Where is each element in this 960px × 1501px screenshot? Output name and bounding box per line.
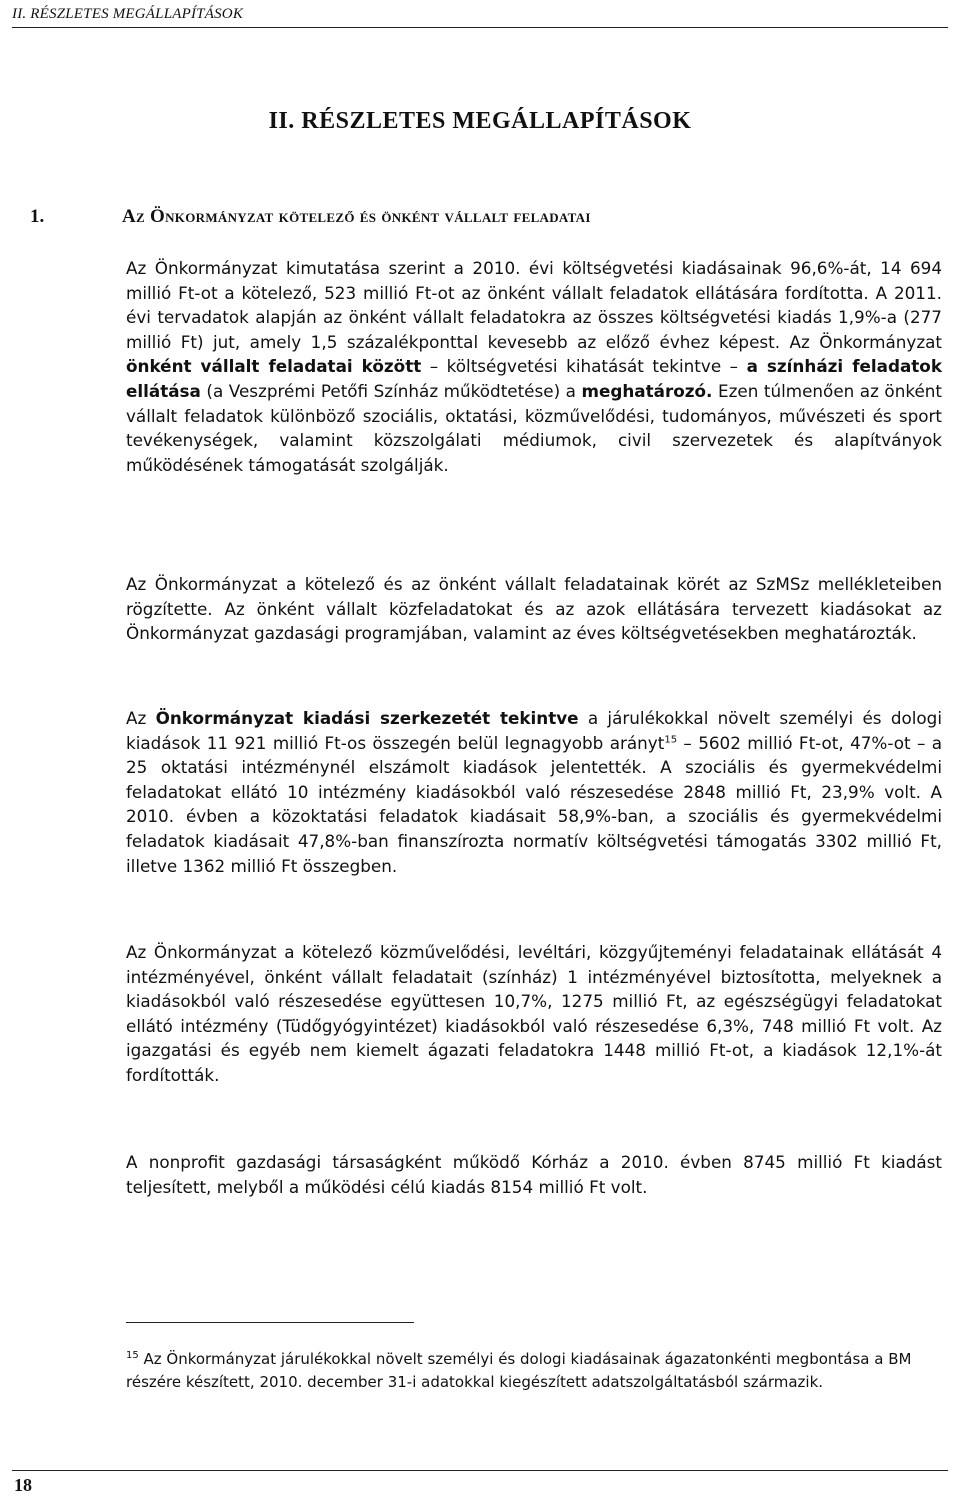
footnote-number: 15 bbox=[126, 1350, 139, 1361]
footnote bbox=[126, 1348, 942, 1394]
text-run: – költségvetési kihatását tekintve – bbox=[421, 356, 747, 377]
text-run: Az bbox=[126, 708, 156, 728]
running-header: II. RÉSZLETES MEGÁLLAPÍTÁSOK bbox=[12, 6, 948, 28]
paragraph-4: Az Önkormányzat a kötelező közművelődési, levéltári, közgyűjteményi feladatainak ellátását 4 intézményével, önként vállalt feladatait (színház) 1 intézményével biztosította, melyeknek a kiadásokból való részesedése együttesen 10,7%, 1275 millió Ft, az egészségügyi feladatokat ellátó intézmény (Tüdőgyógyintézet) kiadásokból való részesedése 6,3%, 748 millió Ft volt. Az igazgatási és egyéb nem kiemelt ágazati feladatokra 1448 millió Ft-ot, a kiadások 12,1%-át fordították. bbox=[126, 942, 942, 1085]
text-run: – 5602 millió Ft-ot, 47%-ot – a 25 oktatási intézménynél elszámolt kiadások jelentették. A szociális és gyermekvédelmi feladatokat ellátó 10 intézmény kiadásokból való részesedése 2848 millió Ft, 23,9% volt. A 2010. évben a közoktatási feladatok kiadásait 58,9%-ban, a szociális és gyermekvédelmi feladatok kiadásait 47,8%-ban finanszírozta normatív költségvetési támogatás 3302 millió Ft, illetve 1362 millió Ft összegben. bbox=[126, 732, 942, 876]
bold-run: Önkormányzat kiadási szerkezetét tekintve bbox=[155, 708, 579, 728]
paragraph-3 bbox=[126, 706, 942, 878]
text-run: (a Veszprémi Petőfi Színház működtetése) a bbox=[200, 380, 582, 401]
page-number: 18 bbox=[14, 1475, 32, 1495]
text-run: a járulékokkal növelt személyi és dologi kiadások 11 921 millió Ft-os összegén belül legnagyobb arányt bbox=[126, 708, 942, 753]
bold-run: a színházi feladatok ellátása bbox=[126, 356, 943, 401]
chapter-title: II. RÉSZLETES MEGÁLLAPÍTÁSOK bbox=[268, 108, 692, 134]
paragraph-5: A nonprofit gazdasági társaságként működő Kórház a 2010. évben 8745 millió Ft kiadást teljesített, melyből a működési célú kiadás 8154 millió Ft volt. bbox=[126, 1152, 942, 1197]
footnote-divider bbox=[126, 1322, 414, 1323]
bold-run: meghatározó. bbox=[581, 380, 713, 401]
footer-divider bbox=[12, 1470, 948, 1471]
bold-run: önként vállalt feladatai között bbox=[126, 356, 422, 377]
section-title: Az Önkormányzat kötelező és önként vállalt feladatai bbox=[122, 206, 591, 227]
paragraph-2: Az Önkormányzat a kötelező és az önként vállalt feladatainak körét az SzMSz mellékleteiben rögzítette. Az önként vállalt közfeladatokat és az azok ellátására tervezett kiadásokat az Önkormányzat gazdasági programjában, valamint az éves költségvetésekben meghatározták. bbox=[126, 574, 942, 644]
text-run: Az Önkormányzat kimutatása szerint a 2010. évi költségvetési kiadásainak 96,6%-át, 14 694 millió Ft-ot a kötelező, 523 millió Ft-ot az önként vállalt feladatok ellátására fordította. A 2011. évi tervadatok alapján az önként vállalt feladatokra az összes költségvetési kiadás 1,9%-a (277 millió Ft) jut, amely 1,5 százalékponttal kevesebb az előző évhez képest. Az Önkormányzat bbox=[126, 258, 942, 352]
paragraph-1 bbox=[126, 256, 942, 477]
footnote-text: Az Önkormányzat járulékokkal növelt személyi és dologi kiadásainak ágazatonkénti megbontása a BM részére készített, 2010. december 31-i adatokkal kiegészített adatszolgáltatásból származik. bbox=[126, 1350, 912, 1391]
text-run: Ezen túlmenően az önként vállalt feladatok különböző szociális, oktatási, közművelődési, tudományos, művészeti és sport tevékenységek, valamint közszolgálati médiumok, civil szervezetek és alapítványok működésének támogatását szolgálják. bbox=[126, 380, 942, 475]
section-heading bbox=[30, 206, 591, 228]
section-number: 1. bbox=[30, 206, 45, 227]
footnote-reference[interactable]: 15 bbox=[664, 734, 678, 745]
